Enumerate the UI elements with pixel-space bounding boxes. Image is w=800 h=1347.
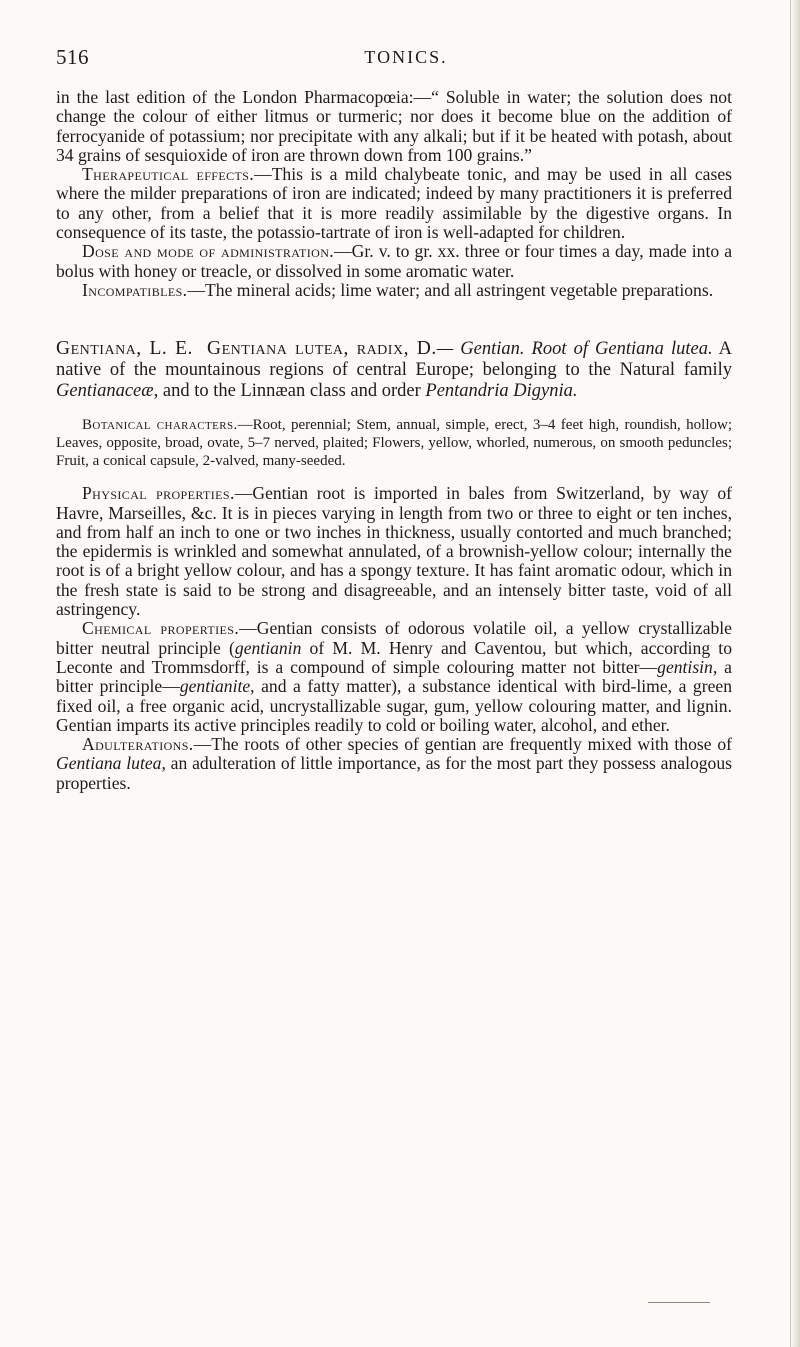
section-gap-small-2 — [56, 470, 732, 484]
chemical-text-2: of M. M. Henry and Caventou, but which, according to Leconte and Trommsdorff, is a compound of simple colouring matter not bitter— — [56, 637, 732, 677]
chemical-text-3: , a bitter principle— — [56, 656, 732, 697]
incompatibles-heading: Incompatibles. — [82, 279, 188, 300]
chemical-heading: Chemical properties. — [82, 618, 240, 639]
incompatibles-paragraph — [56, 281, 732, 300]
chemical-paragraph — [56, 619, 732, 735]
dose-heading: Dose and mode of administration. — [82, 241, 335, 262]
continuation-paragraph: in the last edition of the London Pharmacopœia:—“ Soluble in water; the solution does not change the colour of either litmus or turmeric; nor does it become blue on the addition of ferrocyanide of potassium; nor precipitate with any alkali; but if it be heated with potash, about 34 grains of sesquioxide of iron are thrown down from 100 grains.” — [56, 87, 732, 165]
entry-title-1: Gentiana, L. E. — [56, 338, 193, 360]
chemical-italic-1: gentianin — [234, 637, 302, 658]
incompatibles-text: —The mineral acids; lime water; and all astringent vegetable preparations. — [187, 279, 714, 300]
entry-title-italic: — Gentian. Root of Gentiana lutea. — [436, 339, 713, 360]
adulterations-heading: Adulterations. — [82, 734, 194, 755]
entry-family: Gentianaceæ, — [56, 381, 159, 402]
chemical-text-1: —Gentian consists of odorous volatile oil, a yellow crystallizable bitter neutral principle ( — [56, 618, 732, 658]
dose-text: —Gr. v. to gr. xx. three or four times a day, made into a bolus with honey or treacle, or dissolved in some aromatic water. — [56, 241, 732, 281]
botanical-text: —Root, perennial; Stem, annual, simple, erect, 3–4 feet high, roundish, hollow; Leaves, opposite, broad, ovate, 5–7 nerved, plaited; Flowers, yellow, whorled, numerous, on smooth peduncles; Fruit, a conical capsule, 2-valved, many-seeded. — [56, 417, 732, 470]
running-head: TONICS. — [364, 47, 448, 67]
physical-heading: Physical properties. — [82, 483, 235, 504]
chemical-italic-2: gentisin — [657, 656, 713, 677]
section-gap — [56, 300, 732, 338]
physical-paragraph — [56, 484, 732, 619]
adulterations-paragraph — [56, 735, 732, 793]
gentian-entry — [56, 338, 732, 402]
footer-rule — [648, 1302, 710, 1303]
entry-title-2: Gentiana lutea, radix, D. — [207, 338, 437, 360]
section-gap-small — [56, 402, 732, 416]
chemical-text-4: , and a fatty matter), a substance identical with bird-lime, a green fixed oil, a free organic acid, uncrystallizable sugar, gum, yellow colouring matter, and lignin. Gentian imparts its active principles readily to cold or boiling water, alcohol, and ether. — [56, 676, 732, 735]
therapeutic-paragraph — [56, 165, 732, 242]
physical-text: —Gentian root is imported in bales from Switzerland, by way of Havre, Marseilles, &c. It is in pieces varying in length from two or three to eight or ten inches, and from half an inch to one or two inches in thickness, usually contorted and much branched; the epidermis is wrinkled and somewhat annulated, of a brownish-yellow colour; internally the root is of a bright yellow colour, and has a spongy texture. It has faint aromatic odour, which in the fresh state is said to be strong and disagreeable, and an intensely bitter taste, void of all astringency. — [56, 483, 732, 620]
page-edge-line — [790, 0, 791, 1347]
adulterations-text-2: an adulteration of little importance, as for the most part they possess analogous properties. — [56, 753, 732, 793]
therapeutic-heading: Therapeutical effects. — [82, 164, 255, 185]
dose-paragraph — [56, 242, 732, 281]
page-edge — [790, 0, 800, 1347]
chemical-italic-3: gentianite — [179, 676, 251, 697]
page-header — [56, 45, 756, 75]
page-number: 516 — [56, 45, 89, 69]
therapeutic-text: —This is a mild chalybeate tonic, and may be used in all cases where the milder preparations of iron are indicated; indeed by many practitioners it is preferred to any other, from a belief that it is more readily assimilable by the digestive organs. In consequence of its taste, the potassio-tartrate of iron is well-adapted for children. — [56, 164, 732, 243]
adulterations-italic: Gentiana lutea, — [56, 753, 166, 774]
entry-text-2: and to the Linnæan class and order — [158, 381, 426, 402]
botanical-paragraph — [56, 416, 732, 470]
body-text — [56, 88, 732, 793]
adulterations-text-1: —The roots of other species of gentian are frequently mixed with those of — [193, 734, 732, 755]
entry-class-order: Pentandria Digynia. — [425, 381, 578, 402]
botanical-heading: Botanical characters. — [82, 417, 238, 434]
entry-text-1: A native of the mountainous regions of central Europe; belonging to the Natural family — [56, 339, 732, 381]
